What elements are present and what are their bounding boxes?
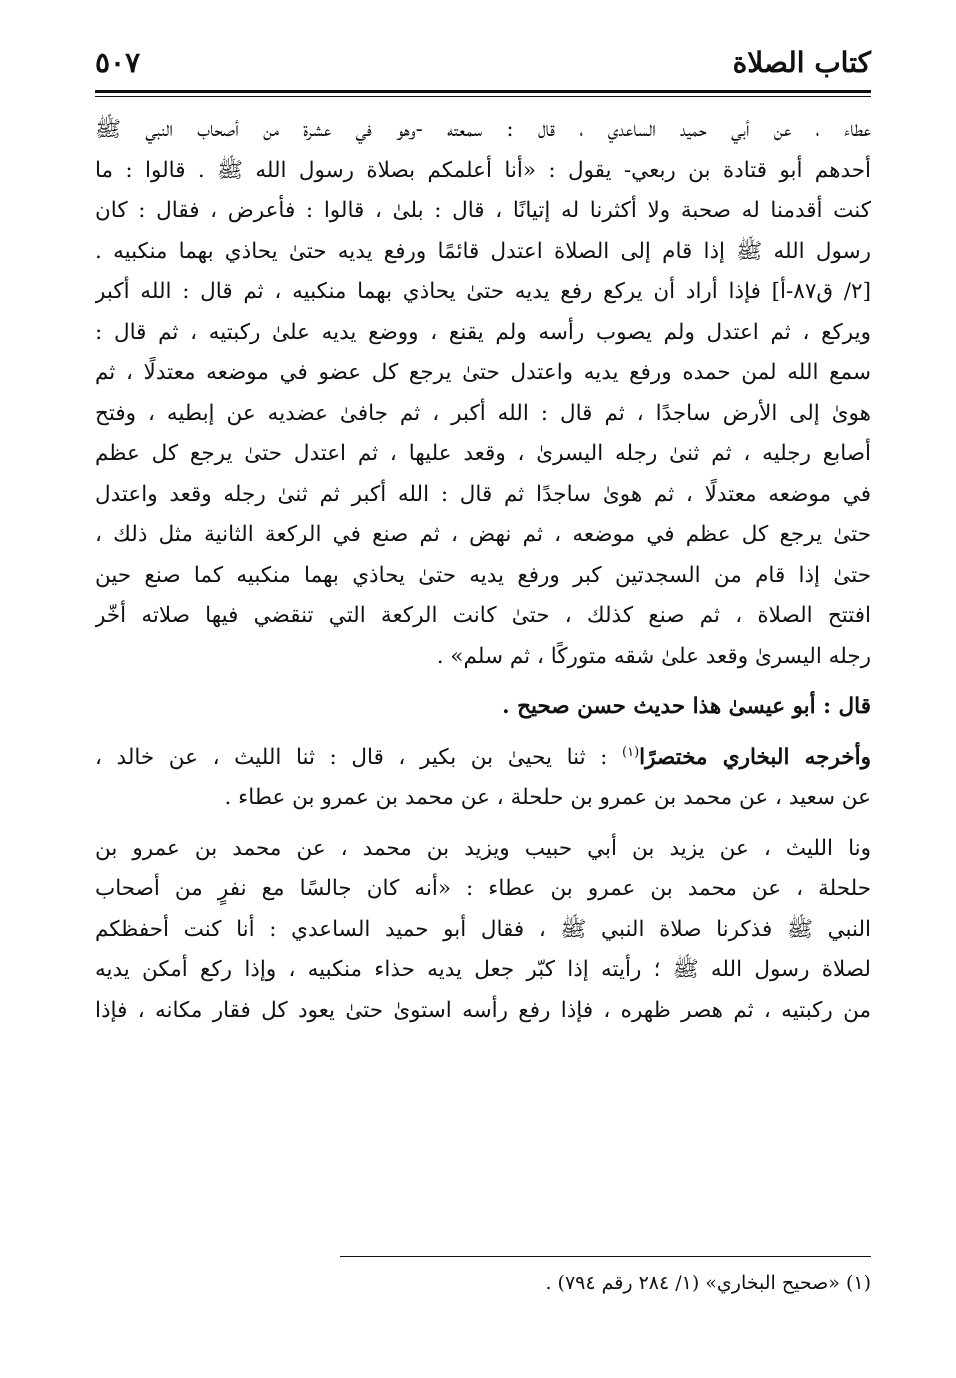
header-rule xyxy=(95,90,871,93)
text-line: أصابع رجليه ، ثم ثنىٰ رجله اليسرىٰ ، وقعد عليها ، ثم اعتدل حتىٰ يرجع كل عظم xyxy=(95,441,871,466)
text-line: حتىٰ يرجع كل عظم في موضعه ، ثم نهض ، ثم صنع في الركعة الثانية مثل ذلك ، xyxy=(95,522,871,547)
text-line: ونا الليث ، عن يزيد بن أبي حبيب ويزيد بن محمد ، عن محمد بن عمرو بن xyxy=(95,835,871,861)
text-line: هوىٰ إلى الأرض ساجدًا ، ثم قال : الله أكبر ، ثم جافىٰ عضديه عن إبطيه ، وفتح xyxy=(95,400,871,426)
text-line: حتىٰ إذا قام من السجدتين كبر ورفع يديه حتىٰ يحاذي بهما منكبيه كما صنع حين xyxy=(95,562,871,588)
text-line: [٢/ ق٨٧-أ] فإذا أراد أن يركع رفع يديه حتىٰ يحاذي بهما منكبيه ، ثم قال : الله أكبر xyxy=(95,279,871,304)
text-line: حلحلة ، عن محمد بن عمرو بن عطاء : «أنه كان جالسًا مع نفرٍ من أصحاب xyxy=(95,876,871,901)
text-line: رجله اليسرىٰ وقعد علىٰ شقه متوركًا ، ثم سلم» . xyxy=(436,643,871,669)
footnote-ref: (١) xyxy=(622,744,640,760)
footnote: (١) «صحيح البخاري» (١/ ٢٨٤ رقم ٧٩٤) . xyxy=(545,1272,871,1294)
text-line: افتتح الصلاة ، ثم صنع كذلك ، حتىٰ كانت الركعة التي تنقضي فيها صلاته أخّر xyxy=(95,603,871,628)
bukhari-lead: وأخرجه البخاري مختصرًا xyxy=(639,744,871,770)
paragraph-hadith xyxy=(95,110,871,677)
page-header xyxy=(95,40,871,90)
text-line: عن سعيد ، عن محمد بن عمرو بن حلحلة ، عن محمد بن عمرو بن عطاء . xyxy=(224,785,871,810)
text-line: لصلاة رسول الله ﷺ ؛ رأيته إذا كبّر جعل يديه حذاء منكبيه ، وإذا ركع أمكن يديه xyxy=(95,957,871,982)
page-number: ٥٠٧ xyxy=(95,46,141,79)
text-segment: : ثنا يحيىٰ بن بكير ، قال : ثنا الليث ، عن خالد ، xyxy=(95,744,608,770)
footnote-rule xyxy=(340,1256,871,1257)
paragraph-grading xyxy=(95,687,871,728)
grading-line: قال : أبو عيسىٰ هذا حديث حسن صحيح . xyxy=(502,694,871,719)
text-line: في موضعه معتدلًا ، ثم هوىٰ ساجدًا ثم قال : الله أكبر ثم ثنىٰ رجله وقعد واعتدل xyxy=(95,481,871,507)
header-rule-thin xyxy=(95,96,871,97)
text-line xyxy=(95,738,871,779)
text-line: عطاء ، عن أبي حميد الساعدي ، قال : سمعته -وهو في عشرة من أصحاب النبي ﷺ xyxy=(95,117,871,142)
text-line: سمع الله لمن حمده ورفع يديه واعتدل حتىٰ يرجع كل عضو في موضعه معتدلًا ، ثم xyxy=(95,360,871,385)
text-line: من ركبتيه ، ثم هصر ظهره ، فإذا رفع رأسه استوىٰ حتىٰ يعود كل فقار مكانه ، فإذا xyxy=(95,997,871,1023)
text-line: رسول الله ﷺ إذا قام إلى الصلاة اعتدل قائمًا ورفع يديه حتىٰ يحاذي بهما منكبيه . xyxy=(95,238,871,264)
text-line: النبي ﷺ فذكرنا صلاة النبي ﷺ ، فقال أبو حميد الساعدي : أنا كنت أحفظكم xyxy=(95,916,871,942)
running-title: كتاب الصلاة xyxy=(732,46,871,79)
paragraph-bukhari xyxy=(95,738,871,819)
text-line: أحدهم أبو قتادة بن ربعي- يقول : «أنا أعلمكم بصلاة رسول الله ﷺ . قالوا : ما xyxy=(95,157,871,183)
text-line: ويركع ، ثم اعتدل ولم يصوب رأسه ولم يقنع ، ووضع يديه علىٰ ركبتيه ، ثم قال : xyxy=(95,319,871,345)
main-text xyxy=(95,110,871,1031)
text-line: كنت أقدمنا له صحبة ولا أكثرنا له إتيانًا ، قال : بلىٰ ، قالوا : فأعرض ، فقال : كان xyxy=(95,198,871,223)
paragraph-second-chain xyxy=(95,829,871,1032)
